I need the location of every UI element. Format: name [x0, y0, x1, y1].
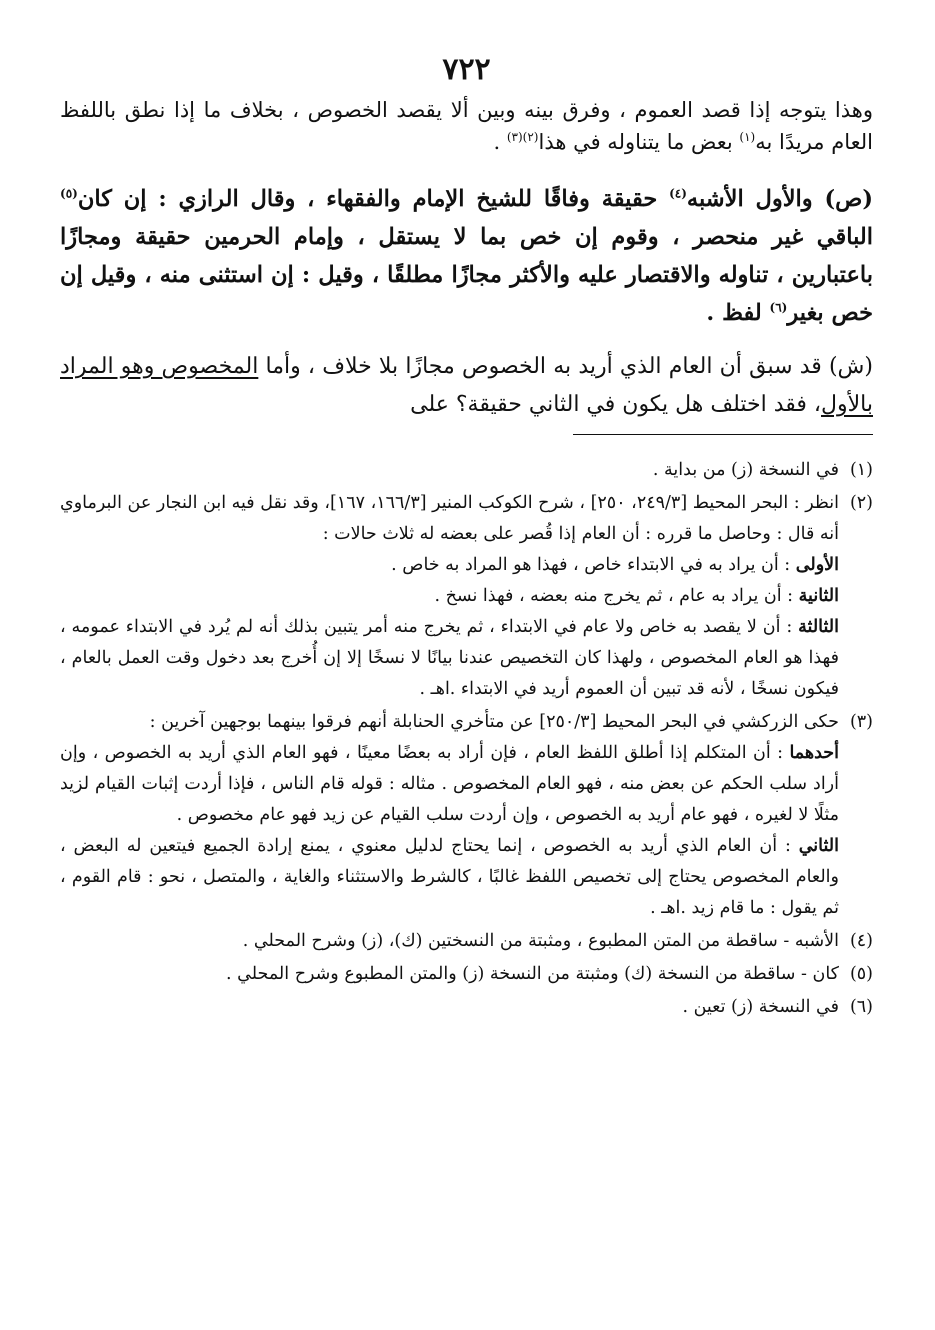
- footnote-6: [60, 992, 873, 1023]
- intro-paragraph: [60, 94, 873, 158]
- subitem-lead: أحدهما: [789, 743, 839, 763]
- subitem-text: : أن لا يقصد به خاص ولا عام في الابتداء ، ثم يخرج منه أمر يتبين بذلك أنه لم يُرد في الابتداء عمومه ، فهذا هو العام المخصوص ، ولهذا كان التخصيص عندنا بيانًا لا نسخًا إلا إن أُخرج بعد دخول وقت العمل بالعام ، فيكون نسخًا ، لأنه قد تبين أن العموم أريد في الابتداء .اهـ .: [60, 617, 839, 699]
- footnote-number: (٣): [849, 712, 873, 732]
- sharh-marker: (ش): [828, 354, 873, 379]
- intro-line-2c: .: [493, 130, 507, 154]
- footnote-subitem: [60, 738, 839, 831]
- footnote-subitem: [60, 581, 839, 612]
- footnote-text: في النسخة (ز) تعين .: [682, 997, 839, 1017]
- footnote-5: [60, 959, 873, 990]
- matn-text-4: لفظ .: [706, 300, 770, 326]
- footnote-subitem: [60, 831, 839, 924]
- subitem-lead: الثانية: [798, 586, 839, 606]
- subitem-text: : أن يراد به عام ، ثم يخرج منه بعضه ، فهذا نسخ .: [434, 586, 794, 606]
- matn-text-3: الباقي غير منحصر ، وقوم إن خص بما لا يستقل ، وإمام الحرمين حقيقة ومجازًا باعتبارين ، تناوله والاقتصار عليه والأكثر مجازًا مطلقًا ، وقيل : إن استثنى منه ، وقيل إن خص بغير: [60, 224, 873, 326]
- footnote-2: [60, 488, 873, 705]
- footnotes: [60, 455, 873, 1023]
- footnote-text: في النسخة (ز) من بداية .: [652, 460, 839, 480]
- footnote-subitem: [60, 550, 839, 581]
- footnote-text: الأشبه - ساقطة من المتن المطبوع ، ومثبتة من النسختين (ك)، (ز) وشرح المحلي .: [242, 931, 839, 951]
- footnote-number: (٢): [849, 493, 873, 513]
- footnote-separator: [573, 434, 873, 435]
- footnote-1: [60, 455, 873, 486]
- footnote-ref-5[interactable]: (٥): [60, 186, 78, 201]
- footnote-number: (٥): [849, 964, 873, 984]
- footnote-ref-6[interactable]: (٦): [769, 300, 788, 315]
- subitem-text: : أن يراد به في الابتداء خاص ، فهذا هو المراد به خاص .: [391, 555, 791, 575]
- intro-line-1: وهذا يتوجه إذا قصد العموم ، وفرق بينه وبين ألا يقصد الخصوص ، بخلاف ما إذا نطق: [124, 98, 873, 122]
- footnote-text: كان - ساقطة من النسخة (ك) ومثبتة من النسخة (ز) والمتن المطبوع وشرح المحلي .: [226, 964, 839, 984]
- sharh-underlined-text: المخصوص وهو المراد بالأول: [60, 354, 873, 417]
- footnote-ref-2-3[interactable]: (٢)(٣): [506, 130, 539, 144]
- footnote-subitem: [60, 612, 839, 705]
- footnote-4: [60, 926, 873, 957]
- footnote-number: (١): [849, 460, 873, 480]
- subitem-text: : أن العام الذي أريد به الخصوص ، إنما يحتاج لدليل معنوي ، يمنع إرادة الجميع فيتعين له البعض ، والعام المخصوص يحتاج إلى تخصيص اللفظ غالبًا ، كالشرط والاستثناء والغاية ، والمتصل ، نحو : قام القوم ، ثم يقول : ما قام زيد .اهـ .: [60, 836, 840, 918]
- footnote-text: حكى الزركشي في البحر المحيط [٢٥٠/٣] عن متأخري الحنابلة أنهم فرقوا بينهما بوجهين آخرين :: [149, 712, 839, 732]
- subitem-lead: الثاني: [798, 836, 839, 856]
- matn-text-2: حقيقة وفاقًا للشيخ الإمام والفقهاء ، وقال الرازي : إن كان: [77, 186, 670, 212]
- page-number: ٧٢٢: [442, 52, 491, 87]
- footnote-3: [60, 707, 873, 924]
- subitem-lead: الأولى: [795, 555, 839, 575]
- matn-text-1: والأول الأشبه: [686, 186, 825, 212]
- subitem-text: : أن المتكلم إذا أطلق اللفظ العام ، فإن أراد به بعضًا معينًا ، فهو العام الذي أريد به الخصوص ، وإن أراد سلب الحكم عن بعض منه ، فهو العام المخصوص . مثاله : قوله قام الناس ، فإذا أردت إثبات القيام لزيد مثلًا لا لغيره ، فهو عام أريد به الخصوص ، وإن أردت سلب القيام عن زيد فهو عام مخصوص .: [60, 743, 839, 825]
- sharh-paragraph: [60, 348, 873, 424]
- intro-line-2a: باللفظ العام مريدًا به: [60, 98, 873, 154]
- matn-marker: (ص): [824, 186, 873, 212]
- footnote-ref-4[interactable]: (٤): [669, 186, 687, 201]
- matn-paragraph: [60, 180, 873, 332]
- sharh-text-1: قد سبق أن العام الذي أريد به الخصوص مجازًا بلا خلاف ، وأما: [258, 354, 829, 379]
- footnote-separator-wrap: [60, 424, 873, 455]
- sharh-text-2: ، فقد اختلف هل يكون في الثاني حقيقة؟ على: [410, 392, 822, 417]
- footnote-text: انظر : البحر المحيط [٢٤٩/٣، ٢٥٠] ، شرح الكوكب المنير [١٦٦/٣، ١٦٧]، وقد نقل فيه ابن النجار عن البرماوي أنه قال : وحاصل ما قرره : أن العام إذا قُصر على بعضه له ثلاث حالات :: [60, 493, 839, 544]
- footnote-number: (٦): [849, 997, 873, 1017]
- subitem-lead: الثالثة: [798, 617, 839, 637]
- footnote-number: (٤): [849, 931, 873, 951]
- intro-line-2b: بعض ما يتناوله في هذا: [538, 130, 740, 154]
- footnote-ref-1[interactable]: (١): [739, 130, 756, 144]
